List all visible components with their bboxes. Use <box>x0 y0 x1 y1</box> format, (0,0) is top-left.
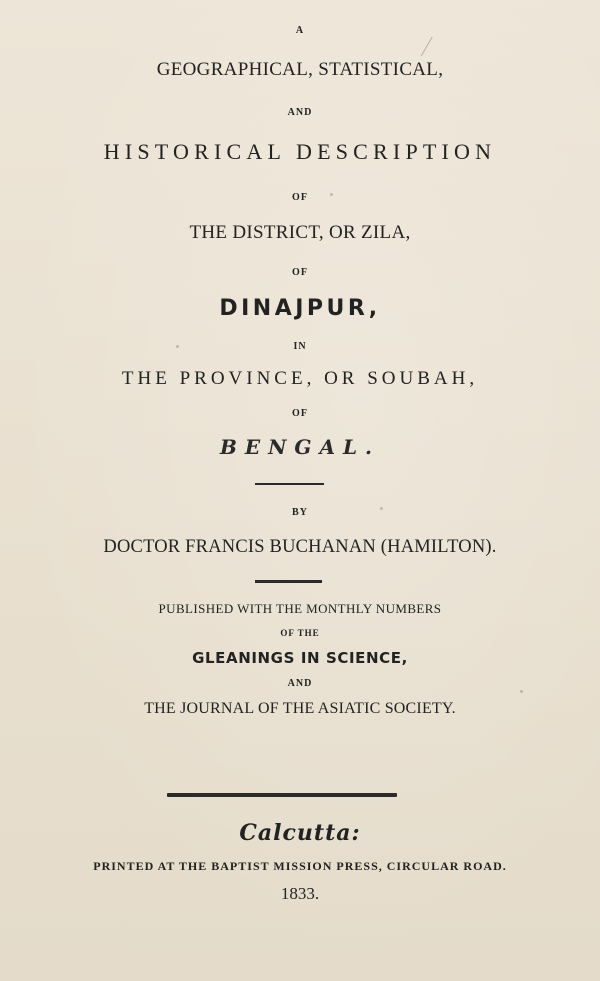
imprint-year: 1833. <box>280 884 320 903</box>
divider-rule <box>255 483 324 485</box>
divider-rule-thick <box>167 793 397 797</box>
connector-in: IN <box>293 341 307 352</box>
publication-note: PUBLISHED WITH THE MONTHLY NUMBERS <box>158 601 442 616</box>
title-line-geographical: GEOGRAPHICAL, STATISTICAL, <box>156 59 444 80</box>
journal-asiatic-society: THE JOURNAL OF THE ASIATIC SOCIETY. <box>144 700 456 717</box>
title-line-province: THE PROVINCE, OR SOUBAH, <box>121 368 479 389</box>
title-line-district: THE DISTRICT, OR ZILA, <box>189 222 411 243</box>
connector-by: BY <box>292 507 308 518</box>
title-line-historical: HISTORICAL DESCRIPTION <box>103 139 497 164</box>
connector-of: OF <box>292 408 308 419</box>
connector-of: OF <box>292 192 308 203</box>
author-name: DOCTOR FRANCIS BUCHANAN (HAMILTON). <box>103 537 497 557</box>
divider-rule <box>255 580 322 583</box>
connector-and: AND <box>287 678 313 689</box>
article-text: A <box>295 25 305 36</box>
title-line-dinajpur: DINAJPUR, <box>219 296 381 321</box>
paper-speck <box>520 690 523 693</box>
connector-of: OF <box>292 267 308 278</box>
title-line-bengal: BENGAL. <box>219 435 381 459</box>
journal-gleanings: GLEANINGS IN SCIENCE, <box>192 649 408 667</box>
connector-of-the: OF THE <box>280 628 320 638</box>
imprint-city: Calcutta: <box>239 820 361 846</box>
imprint-printer: PRINTED AT THE BAPTIST MISSION PRESS, CIRCULAR ROAD. <box>93 859 507 873</box>
connector-and: AND <box>287 107 313 118</box>
